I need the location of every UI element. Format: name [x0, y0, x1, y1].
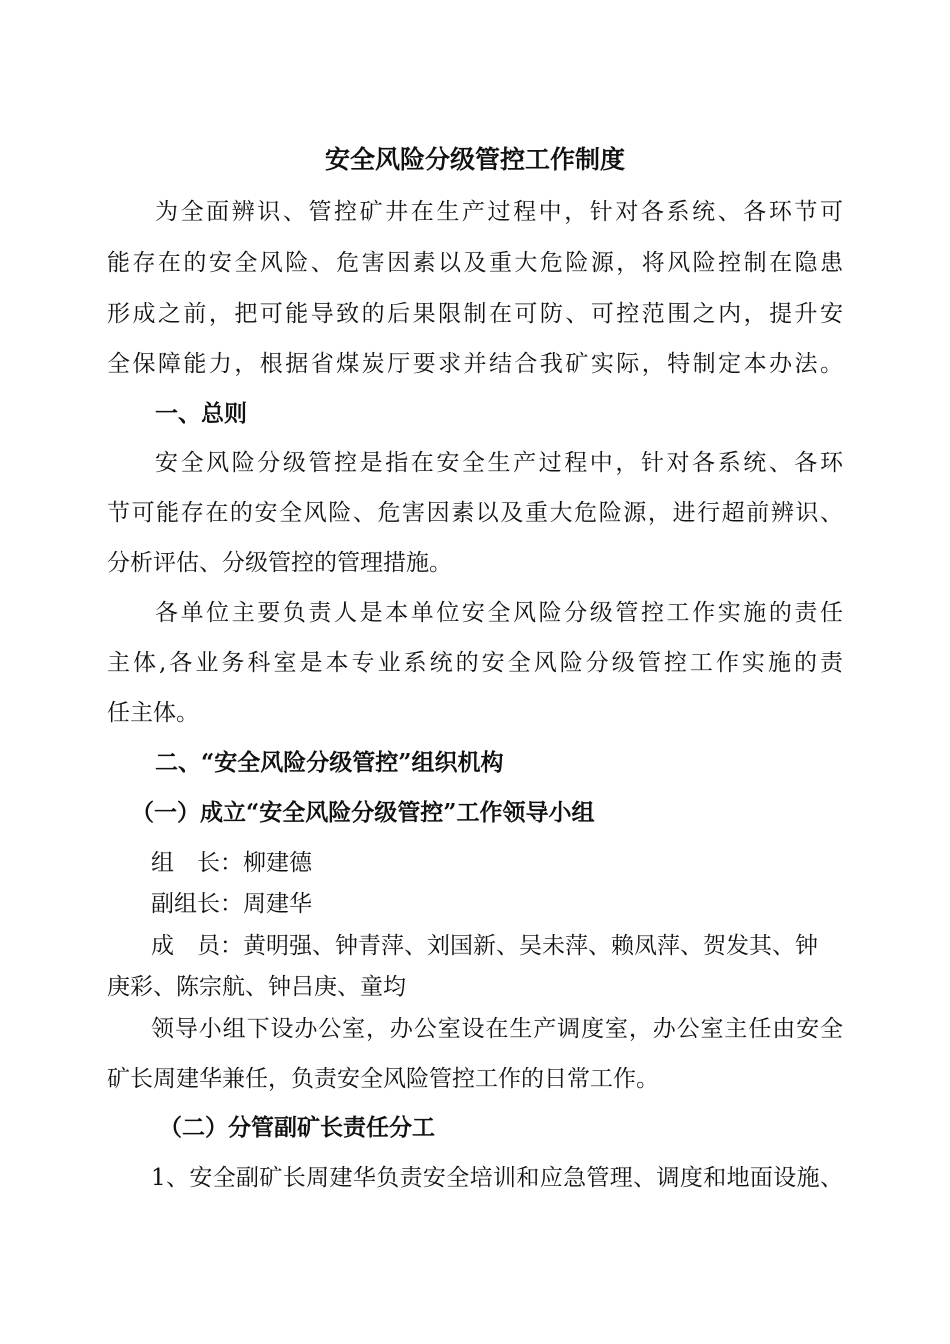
general-para2-line-2: 主体,各业务科室是本专业系统的安全风险分级管控工作实施的责	[107, 650, 843, 676]
section-heading-general: 一、总则	[155, 400, 247, 427]
responsibility-item-1: 1、安全副矿长周建华负责安全培训和应急管理、调度和地面设施、	[151, 1165, 843, 1191]
section-heading-organization: 二、“安全风险分级管控”组织机构	[155, 749, 504, 776]
members-label: 成 员：	[151, 933, 243, 959]
deputy-label: 副组长：	[151, 891, 243, 917]
office-line-1: 领导小组下设办公室，办公室设在生产调度室，办公室主任由安全	[151, 1016, 843, 1042]
general-para1-line-1: 安全风险分级管控是指在安全生产过程中，针对各系统、各环	[155, 450, 843, 476]
intro-line-2: 能存在的安全风险、危害因素以及重大危险源，将风险控制在隐患	[107, 250, 843, 276]
leader-row	[151, 848, 843, 878]
subsection-heading-leading-group: （一）成立“安全风险分级管控”工作领导小组	[131, 799, 595, 826]
general-para2-line-3: 任主体。	[107, 700, 199, 726]
office-line-2: 矿长周建华兼任，负责安全风险管控工作的日常工作。	[107, 1066, 659, 1092]
intro-line-3: 形成之前，把可能导致的后果限制在可防、可控范围之内，提升安	[107, 301, 843, 327]
intro-line-1: 为全面辨识、管控矿井在生产过程中，针对各系统、各环节可	[155, 199, 843, 225]
general-para2-line-1: 各单位主要负责人是本单位安全风险分级管控工作实施的责任	[155, 600, 843, 626]
deputy-row	[151, 889, 843, 919]
general-para1-line-2: 节可能存在的安全风险、危害因素以及重大危险源，进行超前辨识、	[107, 500, 843, 526]
members-line-1: 黄明强、钟青萍、刘国新、吴未萍、赖凤萍、贺发其、钟	[243, 933, 818, 959]
intro-line-4: 全保障能力，根据省煤炭厅要求并结合我矿实际，特制定本办法。	[107, 351, 843, 377]
subsection-heading-responsibilities: （二）分管副矿长责任分工	[159, 1114, 435, 1141]
members-row	[151, 931, 843, 961]
leader-label: 组 长：	[151, 850, 243, 876]
leader-name: 柳建德	[243, 850, 312, 876]
deputy-name: 周建华	[243, 891, 312, 917]
document-title: 安全风险分级管控工作制度	[324, 145, 625, 174]
members-line-2: 庚彩、陈宗航、钟吕庚、童均	[107, 974, 406, 1000]
general-para1-line-3: 分析评估、分级管控的管理措施。	[107, 550, 452, 576]
